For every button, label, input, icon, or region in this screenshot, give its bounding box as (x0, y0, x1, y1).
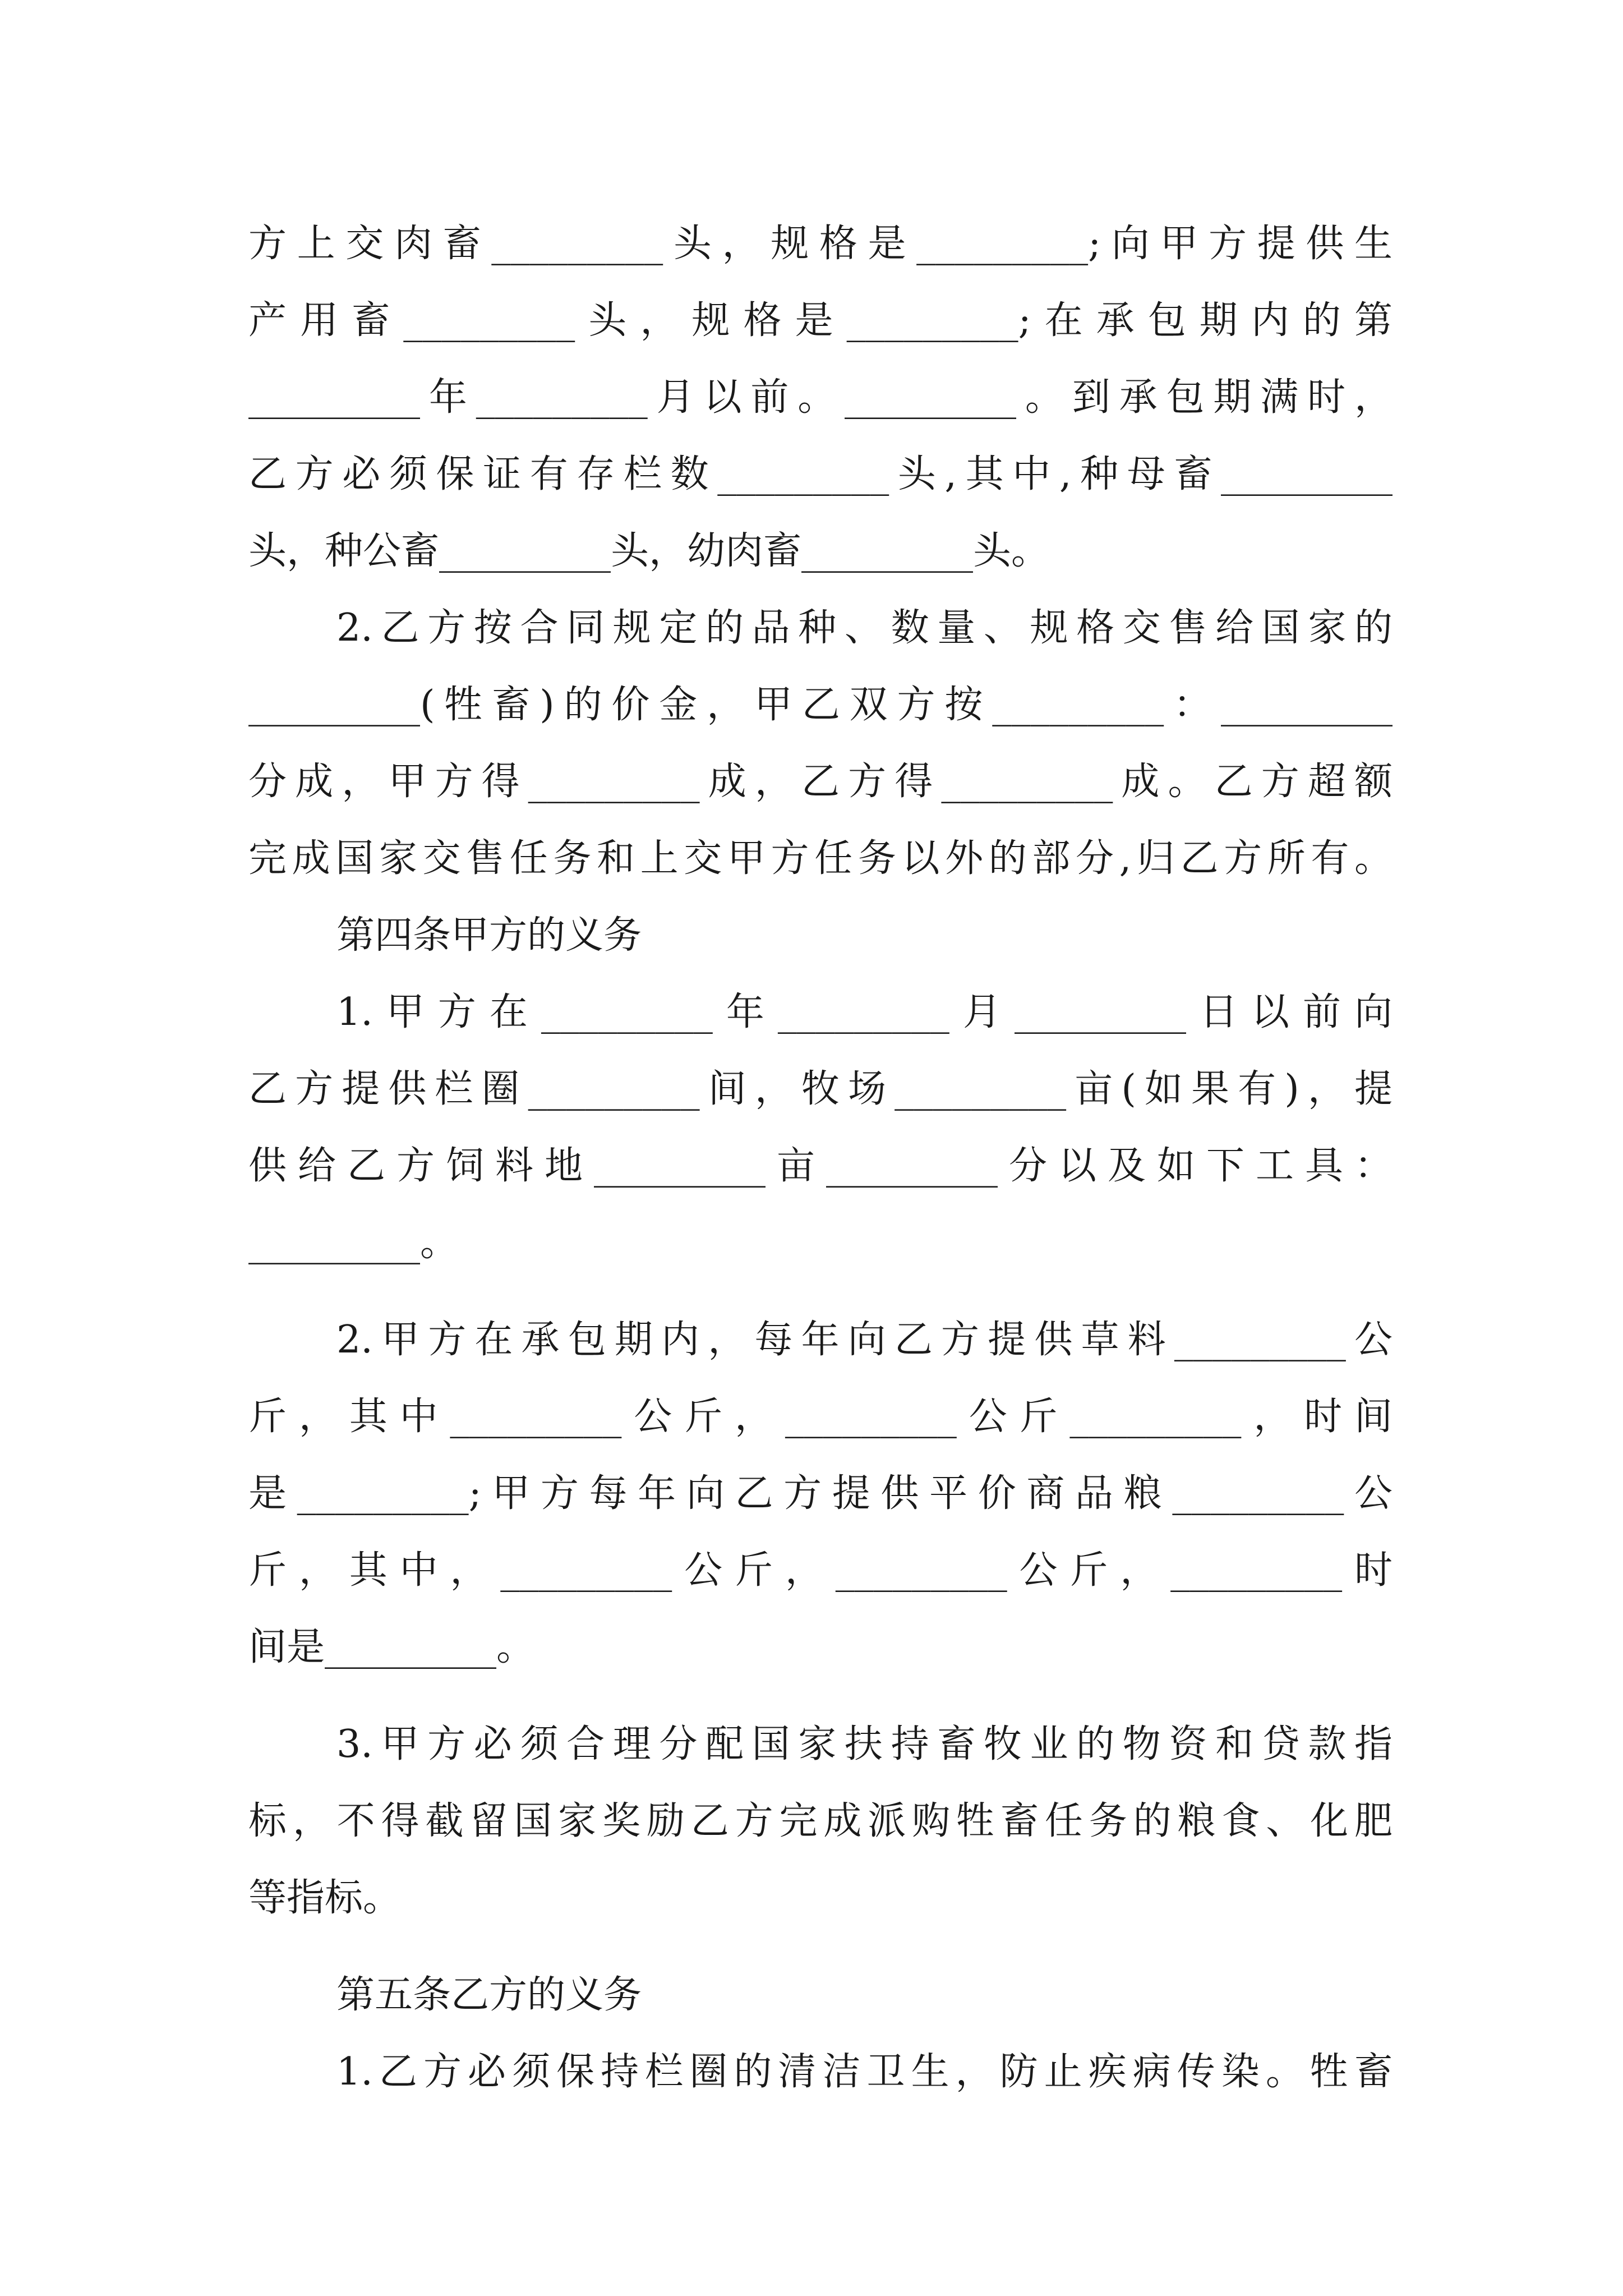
text-line: 2.甲方在承包期内，每年向乙方提供草料_________公 (336, 1318, 1393, 1362)
text-line: 分成，甲方得_________成，乙方得_________成。乙方超额 (248, 760, 1393, 804)
text-line: 第五条乙方的义务 (336, 1973, 642, 2017)
text-line: 头，种公畜_________头，幼肉畜_________头。 (248, 529, 1050, 573)
text-line: 是_________;甲方每年向乙方提供平价商品粮_________公 (248, 1471, 1393, 1516)
text-line: 供给乙方饲料地_________亩_________分以及如下工具： (248, 1144, 1393, 1188)
text-line: 2.乙方按合同规定的品种、数量、规格交售给国家的 (336, 606, 1393, 650)
text-line: _________。 (248, 1221, 459, 1265)
text-line: 第四条甲方的义务 (336, 913, 642, 958)
text-line: 标，不得截留国家奖励乙方完成派购牲畜任务的粮食、化肥 (248, 1799, 1393, 1843)
text-line: 乙方必须保证有存栏数_________头,其中,种母畜_________ (248, 452, 1393, 496)
text-line: 斤，其中_________公斤，_________公斤_________，时间 (248, 1395, 1393, 1439)
text-line: 等指标。 (248, 1876, 402, 1920)
text-line: 1.甲方在_________年_________月_________日以前向 (336, 990, 1393, 1034)
text-line: 产用畜_________头，规格是_________;在承包期内的第 (248, 298, 1393, 343)
text-line: 斤，其中，_________公斤，_________公斤，_________时 (248, 1548, 1393, 1593)
text-line: 完成国家交售任务和上交甲方任务以外的部分,归乙方所有。 (248, 836, 1393, 881)
text-line: _________(牲畜)的价金，甲乙双方按_________：_________ (248, 683, 1393, 727)
text-line: _________年_________月以前。_________。到承包期满时， (248, 375, 1393, 420)
text-line: 1.乙方必须保持栏圈的清洁卫生，防止疾病传染。牲畜 (336, 2050, 1393, 2094)
text-line: 方上交肉畜_________头，规格是_________;向甲方提供生 (248, 222, 1393, 266)
text-line: 乙方提供栏圈_________间，牧场_________亩(如果有)，提 (248, 1067, 1393, 1111)
text-line: 间是_________。 (248, 1625, 535, 1669)
text-line: 3.甲方必须合理分配国家扶持畜牧业的物资和贷款指 (336, 1722, 1393, 1766)
